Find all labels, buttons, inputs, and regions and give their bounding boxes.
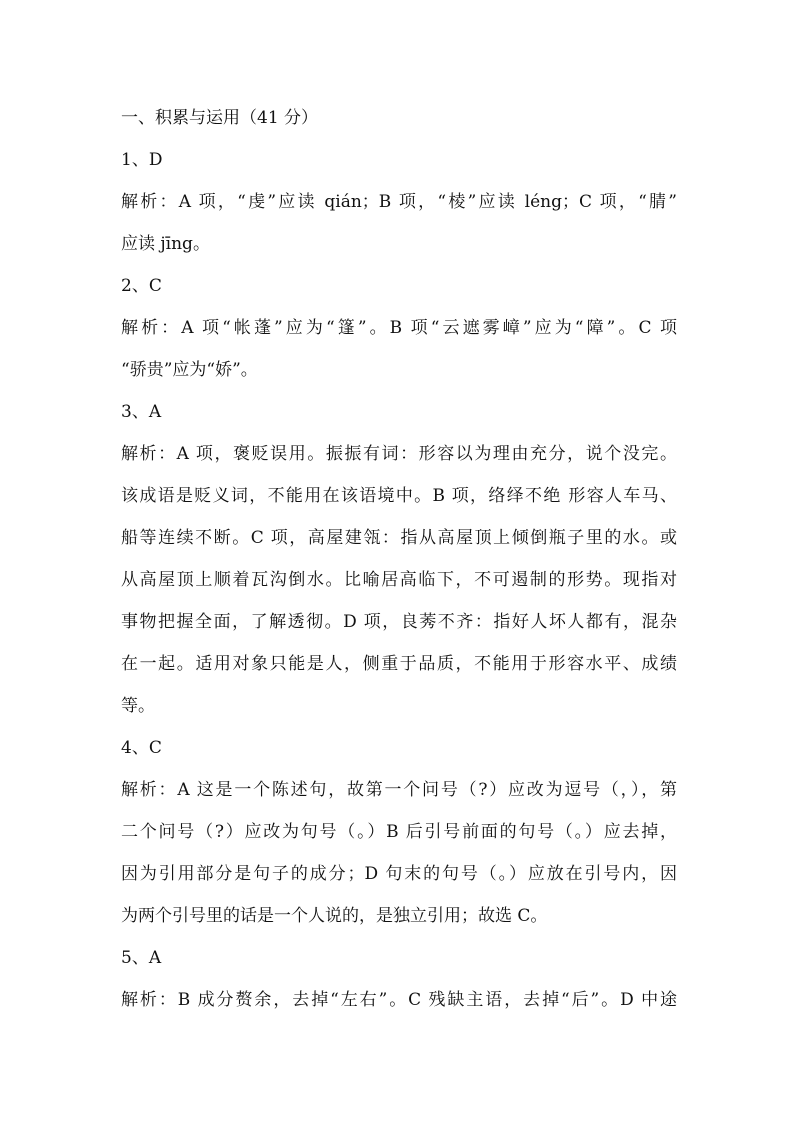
item-3-line-1: 解析：A 项，褒贬误用。振振有词：形容以为理由充分，说个没完。 xyxy=(121,444,677,464)
item-3-line-6: 在一起。适用对象只能是人，侧重于品质，不能用于形容水平、成绩 xyxy=(121,654,677,674)
item-1-line-2: 应读 jīng。 xyxy=(121,234,210,254)
item-3-line-5: 事物把握全面，了解透彻。D 项，良莠不齐：指好人坏人都有，混杂 xyxy=(121,612,677,632)
item-4-line-3: 因为引用部分是句子的成分；D 句末的句号（。）应放在引号内，因 xyxy=(121,864,677,884)
item-4-line-1: 解析：A 这是一个陈述句，故第一个问号（?）应改为逗号（，），第 xyxy=(121,780,677,800)
item-5-line-1: 解析：B 成分赘余，去掉“左右”。C 残缺主语，去掉“后”。D 中途 xyxy=(121,990,677,1010)
item-1-number: 1、D xyxy=(121,150,163,170)
item-3-line-2: 该成语是贬义词，不能用在该语境中。B 项，络绎不绝 形容人车马、 xyxy=(121,486,677,506)
section-heading: 一、积累与运用（41 分） xyxy=(121,108,319,128)
item-5-number: 5、A xyxy=(121,948,162,968)
item-3-line-4: 从高屋顶上顺着瓦沟倒水。比喻居高临下，不可遏制的形势。现指对 xyxy=(121,570,677,590)
item-2-line-1: 解析：A 项“帐蓬”应为“篷”。B 项“云遮雾嶂”应为“障”。C 项 xyxy=(121,318,677,338)
item-1-line-1: 解析：A 项，“虔”应读 qián；B 项，“棱”应读 léng；C 项，“腈” xyxy=(121,192,677,212)
item-4-number: 4、C xyxy=(121,738,162,758)
item-4-line-4: 为两个引号里的话是一个人说的，是独立引用；故选 C。 xyxy=(121,906,548,926)
item-2-number: 2、C xyxy=(121,276,162,296)
item-3-number: 3、A xyxy=(121,402,162,422)
item-2-line-2: “骄贵”应为“娇”。 xyxy=(121,360,258,380)
answer-content xyxy=(121,103,677,1016)
item-4-line-2: 二个问号（?）应改为句号（。）B 后引号前面的句号（。）应去掉， xyxy=(121,822,677,842)
item-3-line-3: 船等连续不断。C 项，高屋建瓴：指从高屋顶上倾倒瓶子里的水。或 xyxy=(121,528,677,548)
item-3-line-7: 等。 xyxy=(121,696,155,716)
